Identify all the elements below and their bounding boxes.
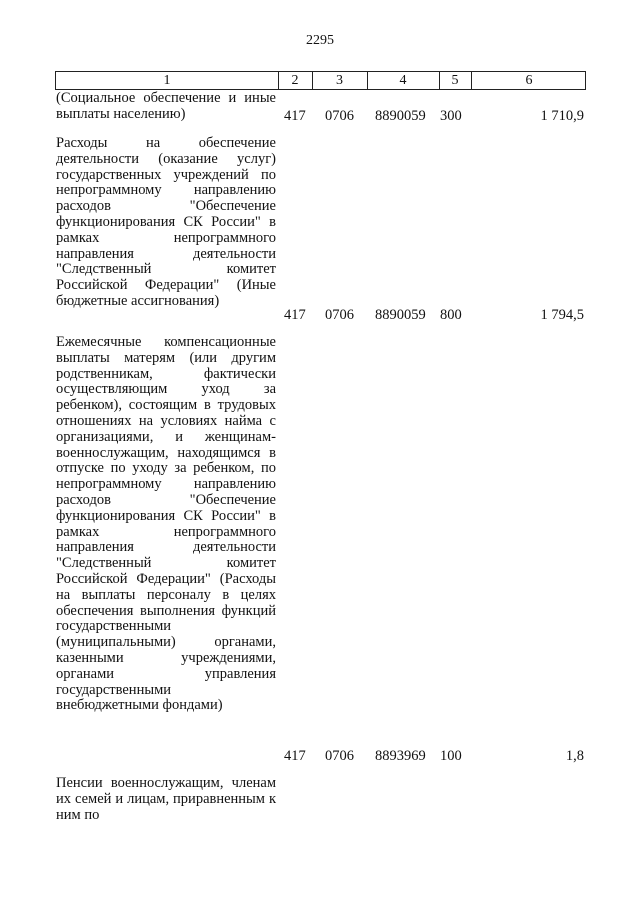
header-col-1: 1 [56,72,279,89]
row-code-col2: 417 [284,307,306,323]
row-description: (Социальное обеспечение и иные выплаты населению) [56,90,276,122]
table-header [55,71,586,90]
row-code-col3: 0706 [325,108,354,124]
header-col-3: 3 [312,72,368,89]
row-code-col3: 0706 [325,748,354,764]
row-code-col5: 300 [440,108,462,124]
header-col-5: 5 [439,72,472,89]
page-number: 2295 [306,33,334,48]
row-code-col2: 417 [284,748,306,764]
row-code-col5: 100 [440,748,462,764]
row-description: Расходы на обеспечение деятельности (оказание услуг) государственных учреждений по непрограммному направлению расходов "Обеспечение функционирования СК России" в рамках непрограммного направления деятельности "Следственный комитет Российской Федерации" (Иные бюджетные ассигнования) [56,135,276,309]
row-code-col2: 417 [284,108,306,124]
row-code-col4: 8890059 [375,108,426,124]
header-col-4: 4 [367,72,440,89]
row-amount: 1 794,5 [540,307,584,323]
header-col-6: 6 [525,73,533,88]
row-code-col4: 8890059 [375,307,426,323]
row-amount: 1 710,9 [540,108,584,124]
row-description: Ежемесячные компенсационные выплаты матерям (или другим родственникам, фактически осуществляющим уход за ребенком), состоящим в трудовых отношениях на условиях найма с организациями, и женщинам-военнослужащим, находящимся в отпуске по уходу за ребенком, по непрограммному направлению расходов "Обеспечение функционирования СК России" в рамках непрограммного направления деятельности "Следственный комитет Российской Федерации" (Расходы на выплаты персоналу в целях обеспечения выполнения функций государственными (муниципальными) органами, казенными учреждениями, органами управления государственными внебюджетными фондами) [56,334,276,714]
row-code-col3: 0706 [325,307,354,323]
header-col-2: 2 [278,72,313,89]
row-amount: 1,8 [565,748,584,764]
row-code-col5: 800 [440,307,462,323]
row-code-col4: 8893969 [375,748,426,764]
row-description: Пенсии военнослужащим, членам их семей и лицам, приравненным к ним по [56,775,276,823]
